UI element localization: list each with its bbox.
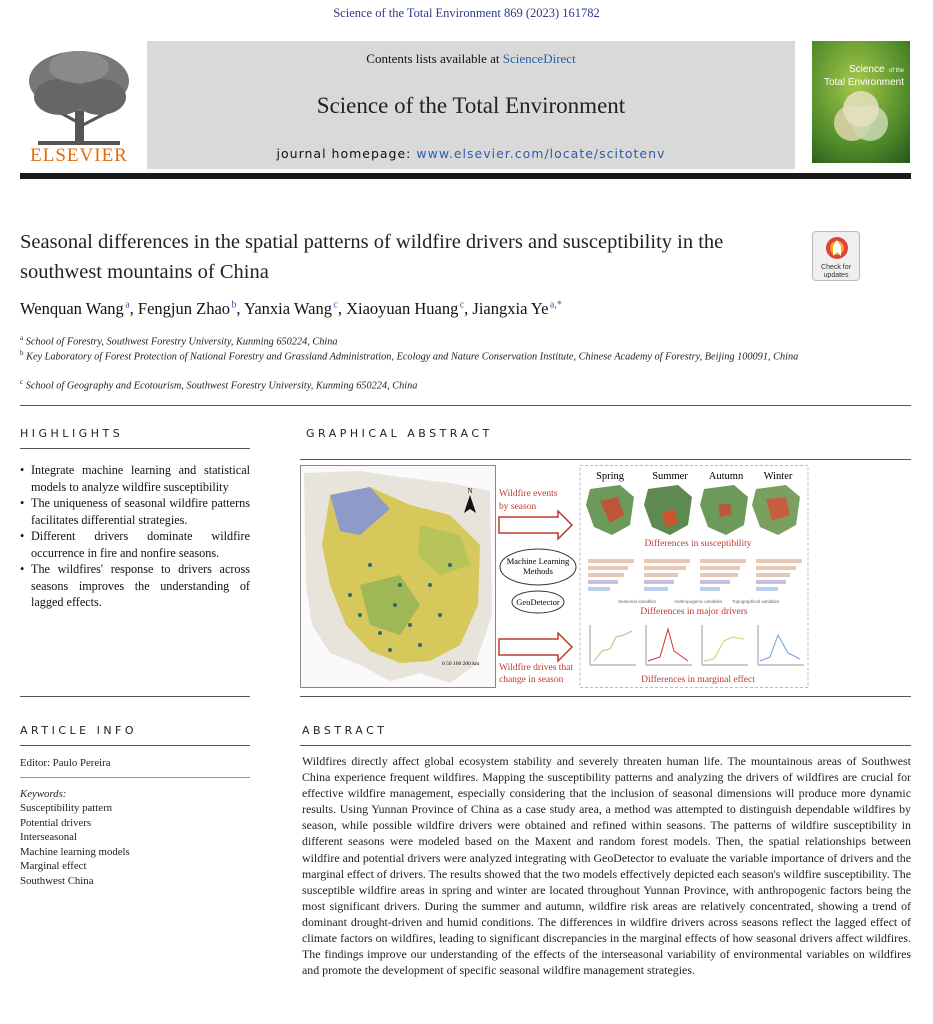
journal-title: Science of the Total Environment <box>316 93 626 118</box>
row-label-susceptibility: Differences in susceptibility <box>644 539 752 549</box>
highlights-list <box>20 462 250 611</box>
author-affil-marker[interactable]: a <box>125 299 130 311</box>
season-label-spring: Spring <box>595 471 625 482</box>
list-item: • The uniqueness of seasonal wildfire patterns facilitates differential strategies. <box>20 495 250 528</box>
author-list: Wenquan Wang $^a$, Fengjun Zhao $^b$, Yanxia Wang $^c$, Xiaoyuan Huang $^c$, Jiangxia Ye $^{a,*}$ <box>20 299 562 318</box>
elsevier-logo[interactable] <box>20 45 138 167</box>
author-name[interactable]: Xiaoyuan Huang <box>346 299 459 318</box>
ml-methods-line2: Methods <box>523 566 553 576</box>
author-name[interactable]: Jiangxia Ye <box>472 299 549 318</box>
list-item: • Integrate machine learning and statistical models to analyze wildfire susceptibility <box>20 462 250 495</box>
author-name[interactable]: Fengjun Zhao <box>137 299 231 318</box>
season-label-winter: Winter <box>763 471 793 482</box>
check-for-updates-icon <box>825 236 849 262</box>
check-for-updates-button[interactable] <box>812 231 860 281</box>
author-name[interactable]: Wenquan Wang <box>20 299 124 318</box>
arrow-icon <box>499 511 572 539</box>
drives-label-line1: Wildfire drives that <box>499 663 574 673</box>
running-head[interactable]: Science of the Total Environment 869 (2023) 161782 <box>333 6 600 20</box>
north-label: N <box>467 487 473 495</box>
sciencedirect-link[interactable]: ScienceDirect <box>502 51 576 66</box>
divider <box>20 745 250 746</box>
journal-homepage: journal homepage: www.elsevier.com/locate/scitotenv <box>276 146 666 161</box>
list-item: Southwest China <box>20 874 94 887</box>
author-affil-marker[interactable]: c <box>459 299 465 311</box>
legend-seasonal: Seasonal variables <box>618 599 657 604</box>
row-label-drivers: Differences in major drivers <box>640 607 748 617</box>
events-label-line2: by season <box>499 502 537 512</box>
journal-cover[interactable] <box>812 41 910 163</box>
divider <box>20 696 250 697</box>
graphical-abstract-figure[interactable] <box>300 465 911 689</box>
check-for-updates-label: Check for updates <box>821 264 851 279</box>
abstract-body: Wildfires directly affect global ecosystem stability and severely threaten human life. The mountainous areas of Southwest China experience frequent wildfires. Mapping the susceptibility patterns and analyzing the drivers of wildfires are crucial for effective wildfire management, especially considering that the inclusion of seasonal dimensions will produce more dynamic results. Using Yunnan Province of China as a case study area, a method was attempted to distinguish dependable wildfires by season, while possible wildfire drivers were obtained and refined within seasons. The patterns of wildfire susceptibility in different seasons were modeled based on the Maxent and random forest models. Then, the spatial relationships between wildfire and potential drivers were analyzed integrating with GeoDetector to evaluate the variable importance of drivers and the marginal effect of drivers. The results showed that the two models effectively depicted each season's wildfire susceptibility. The susceptible wildfire areas in spring and winter are located throughout Yunnan Province, with anthropogenic factors being the most significant drivers. During the summer and autumn, wildfire risk areas are relatively concentrated, showing a trend of dominant drought-driven and humid conditions. The differences in wildfire drivers across seasons reflect the lagged effect of climate factors on wildfires, leading to significant discrepancies in the marginal effects of how seasonal drivers affect wildfires. The findings improve our understanding of the effects of the interseasonal variability of environmental variables on wildfires and promote the development of specific seasonal wildfire management strategies. <box>302 754 911 978</box>
affiliation-a: $^a$ School of Forestry, Southwest Forestry University, Kunming 650224, China <box>20 334 338 348</box>
journal-banner <box>147 41 795 169</box>
author-name[interactable]: Yanxia Wang <box>244 299 332 318</box>
list-item: • The wildfires' response to drivers across seasons improves the understanding of lagged effects. <box>20 561 250 611</box>
header-rule <box>20 173 911 179</box>
abstract-heading: ABSTRACT <box>302 724 388 737</box>
cover-title-line3: Total Environment <box>823 77 904 88</box>
author-affil-marker[interactable]: c <box>333 299 338 311</box>
ml-methods-line1: Machine Learning <box>506 556 570 566</box>
article-info-heading: ARTICLE INFO <box>20 724 138 737</box>
list-item: • Different drivers dominate wildfire occurrence in fire and nonfire seasons. <box>20 528 250 561</box>
divider <box>300 459 911 460</box>
cover-image <box>812 41 910 163</box>
affiliation-b: $^b$ Key Laboratory of Forest Protection of National Forestry and Grassland Administration, Ecology and Nature Conservation Institute, Chinese Academy of Forestry, Beijing 100091, China <box>20 349 799 363</box>
graphical-abstract-heading: GRAPHICAL ABSTRACT <box>306 427 493 440</box>
scale-bar-label: 0 50 100 200 km <box>442 661 480 667</box>
highlights-heading: HIGHLIGHTS <box>20 427 124 440</box>
keywords-label: Keywords: <box>20 788 67 800</box>
legend-topographical: Topographical variables <box>732 599 780 604</box>
events-label-line1: Wildfire events <box>499 489 558 499</box>
row-label-marginal-effect: Differences in marginal effect <box>641 675 755 685</box>
legend-anthropogenic: Anthropogenic variables <box>674 599 723 604</box>
season-label-summer: Summer <box>652 471 688 482</box>
author-affil-marker[interactable]: a,* <box>549 299 562 311</box>
editor-line[interactable]: Editor: Paulo Pereira <box>20 757 111 769</box>
divider <box>20 405 911 406</box>
contents-line: Contents lists available at ScienceDirect <box>366 51 576 66</box>
author-affil-marker[interactable]: b <box>231 299 237 311</box>
graphical-abstract-svg <box>300 465 911 689</box>
list-item: Susceptibility pattern <box>20 802 113 814</box>
divider <box>300 696 911 697</box>
divider <box>300 745 911 746</box>
list-item: Marginal effect <box>20 860 87 872</box>
affiliation-c: $^c$ School of Geography and Ecotourism, Southwest Forestry University, Kunming 650224, China <box>20 378 418 392</box>
geodetector-label: GeoDetector <box>516 597 560 607</box>
article-title: Seasonal differences in the spatial patterns of wildfire drivers and susceptibility in the southwest mountains of China <box>20 231 724 283</box>
divider <box>20 777 250 778</box>
season-label-autumn: Autumn <box>708 471 744 482</box>
drives-label-line2: change in season <box>499 675 564 685</box>
keyword-list <box>20 801 130 888</box>
cover-title-line2: of the <box>888 68 904 74</box>
homepage-link[interactable]: www.elsevier.com/locate/scitotenv <box>416 146 666 161</box>
divider <box>20 448 250 449</box>
list-item: Potential drivers <box>20 816 92 829</box>
elsevier-wordmark: ELSEVIER <box>30 145 128 166</box>
arrow-icon <box>499 633 572 661</box>
list-item: Interseasonal <box>20 831 77 843</box>
list-item: Machine learning models <box>20 845 130 858</box>
cover-title-line1: Science <box>848 64 885 75</box>
